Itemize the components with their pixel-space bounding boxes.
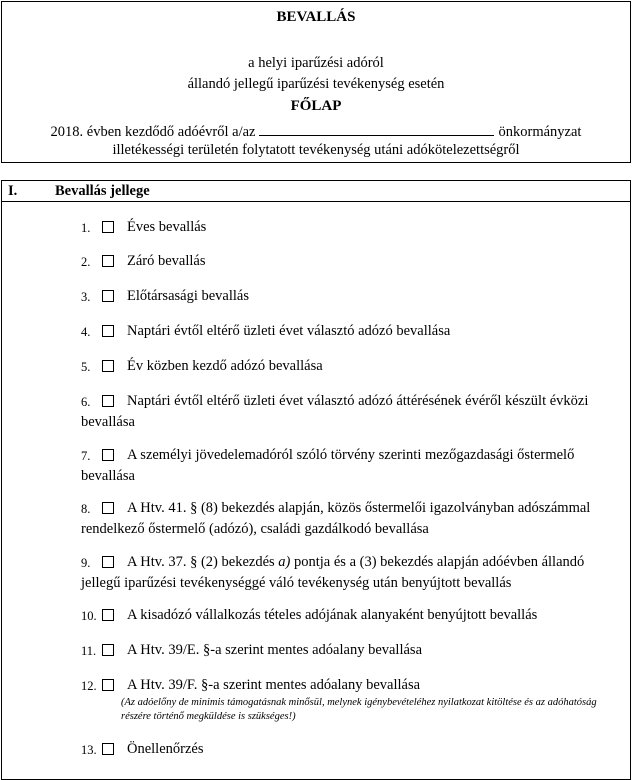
option-label-part: A Htv. 37. § (2) bekezdés: [127, 554, 279, 570]
option-checkbox[interactable]: [102, 743, 114, 755]
option-number: 5.: [81, 360, 91, 374]
return-type-option: [81, 445, 626, 487]
option-number: 4.: [81, 325, 91, 339]
de-minimis-note: (Az adóelőny de minimis támogatásnak minősül, melynek igénybevételéhez nyilatkozat kitöltése és az adóhatóság részére történő megküldése is szükséges!): [121, 697, 597, 722]
option-label: Naptári évtől eltérő üzleti évet választó adózó áttérésének évéről készült évközi bevallása: [81, 393, 589, 430]
option-number: 1.: [81, 221, 91, 235]
return-type-option: [81, 739, 626, 760]
return-type-section: [1, 180, 631, 780]
return-type-option: [81, 251, 626, 272]
return-type-option: [81, 675, 626, 724]
option-number: 8.: [81, 502, 91, 516]
form-header: [1, 1, 631, 163]
option-checkbox[interactable]: [102, 502, 114, 514]
option-checkbox[interactable]: [102, 395, 114, 407]
section-header: [2, 181, 630, 202]
option-checkbox[interactable]: [102, 556, 114, 568]
return-type-option: [81, 640, 626, 661]
tax-year-text: 2018. évben kezdődő adóévről a/az: [50, 124, 256, 140]
option-checkbox[interactable]: [102, 679, 114, 691]
option-checkbox[interactable]: [102, 325, 114, 337]
municipality-line: [2, 123, 630, 141]
option-label: A Htv. 39/F. §-a szerint mentes adóalany bevallása: [127, 677, 421, 693]
return-type-option: [81, 391, 626, 433]
option-label: A kisadózó vállalkozás tételes adójának alanyaként benyújtott bevallás: [127, 607, 538, 623]
option-number: 13.: [81, 743, 97, 757]
option-number: 6.: [81, 395, 91, 409]
option-label: Éves bevallás: [127, 219, 207, 235]
section-number: I.: [8, 183, 18, 199]
option-checkbox[interactable]: [102, 290, 114, 302]
option-checkbox[interactable]: [102, 644, 114, 656]
option-number: 10.: [81, 609, 97, 623]
option-checkbox[interactable]: [102, 255, 114, 267]
option-label-part: pontja és a (3) bekezdés alapján adóévben állandó jellegű iparűzési tevékenységgé váló tevékenység után benyújtott bevallás: [81, 554, 585, 591]
form-subtitle-activity: állandó jellegű iparűzési tevékenység esetén: [187, 76, 445, 92]
option-label: A Htv. 41. § (8) bekezdés alapján, közös őstermelői igazolványban adószámmal rendelkező őstermelő (adózó), családi gazdálkodó bevallása: [81, 500, 591, 537]
municipality-blank-field[interactable]: [259, 123, 494, 136]
option-checkbox[interactable]: [102, 609, 114, 621]
option-label: [81, 552, 626, 594]
option-checkbox[interactable]: [102, 221, 114, 233]
municipality-word: önkormányzat: [498, 124, 582, 140]
option-label: Naptári évtől eltérő üzleti évet választó adózó bevallása: [127, 323, 451, 339]
jurisdiction-text: illetékességi területén folytatott tevékenység utáni adókötelezettségről: [112, 142, 520, 158]
option-label: A Htv. 39/E. §-a szerint mentes adóalany bevallása: [127, 642, 423, 658]
option-label-emphasis: a): [278, 554, 291, 570]
section-title: Bevallás jellege: [55, 183, 150, 199]
return-type-option: [81, 552, 626, 594]
option-number: 2.: [81, 255, 91, 269]
option-number: 7.: [81, 449, 91, 463]
option-label: A személyi jövedelemadóról szóló törvény szerinti mezőgazdasági őstermelő bevallása: [81, 447, 575, 484]
option-label: Záró bevallás: [127, 253, 206, 269]
option-checkbox[interactable]: [102, 360, 114, 372]
return-type-option: [81, 217, 626, 238]
return-type-option: [81, 605, 626, 626]
return-type-option: [81, 356, 626, 377]
option-label: Előtársasági bevallás: [127, 288, 249, 304]
option-number: 9.: [81, 556, 91, 570]
option-label: Önellenőrzés: [127, 741, 204, 757]
form-title: BEVALLÁS: [276, 9, 356, 25]
return-type-option: [81, 498, 626, 540]
option-checkbox[interactable]: [102, 449, 114, 461]
option-number: 3.: [81, 290, 91, 304]
form-subtitle-tax: a helyi iparűzési adóról: [248, 55, 384, 71]
option-label: Év közben kezdő adózó bevallása: [127, 358, 323, 374]
option-number: 12.: [81, 679, 97, 693]
return-type-option: [81, 321, 626, 342]
option-number: 11.: [81, 644, 97, 658]
form-sheet-label: FŐLAP: [290, 98, 342, 114]
return-type-option: [81, 286, 626, 307]
